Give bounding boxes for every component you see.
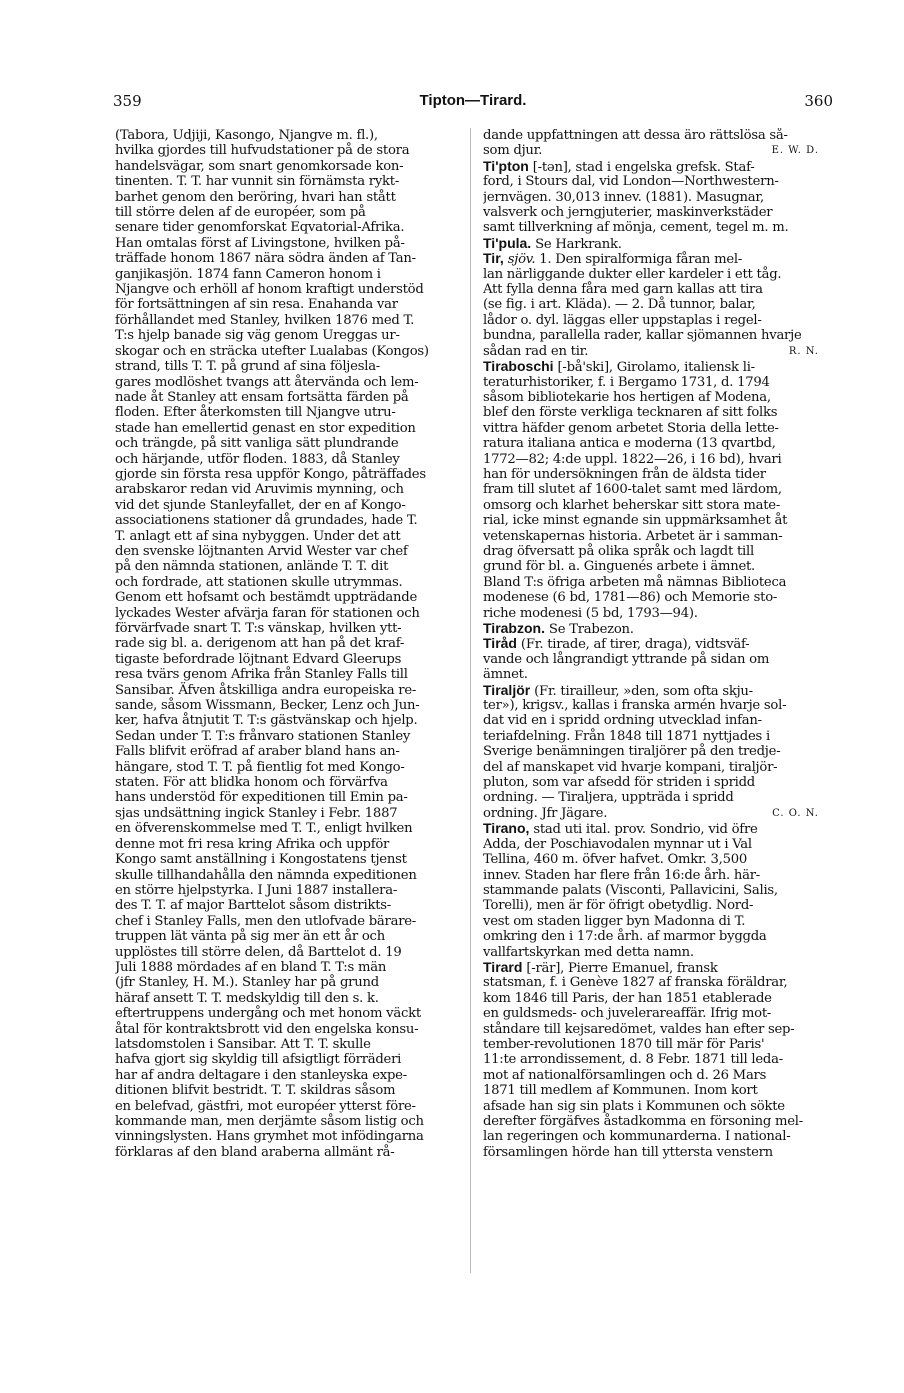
text-line xyxy=(483,760,833,775)
line-text: som djur. xyxy=(483,143,543,159)
text-line xyxy=(115,914,465,929)
line-text: 1. Den spiralformiga fåran mel- xyxy=(535,252,743,268)
line-text: T. anlagt ett af sina nybyggen. Under det att xyxy=(115,528,401,544)
text-line xyxy=(483,513,833,528)
text-line xyxy=(483,790,833,805)
text-line xyxy=(483,359,833,374)
text-line xyxy=(483,251,833,266)
left-column xyxy=(115,128,465,1160)
text-line xyxy=(115,452,465,467)
line-text: en större hjelpstyrka. I Juni 1887 installera- xyxy=(115,882,398,898)
text-line xyxy=(115,790,465,805)
line-text: hängare, stod T. T. på fientlig fot med Kongo- xyxy=(115,759,405,775)
text-line xyxy=(483,713,833,728)
line-text: Han omtalas först af Livingstone, hvilken på- xyxy=(115,235,405,251)
line-text: pluton, som var afsedd för striden i spridd xyxy=(483,775,755,791)
text-line xyxy=(483,1006,833,1021)
text-line xyxy=(115,1068,465,1083)
text-line xyxy=(115,652,465,667)
text-line xyxy=(483,220,833,235)
line-text: dat vid en i spridd ordning utvecklad infan- xyxy=(483,713,762,729)
line-text: vande och långrandigt yttrande på sidan om xyxy=(483,651,770,667)
text-line xyxy=(115,128,465,143)
text-line xyxy=(115,852,465,867)
text-line xyxy=(483,806,833,821)
line-text: truppen lät vänta på sig mer än ett år och xyxy=(115,929,385,945)
line-text: senare tider genomforskat Eqvatorial-Afrika. xyxy=(115,220,405,236)
text-line xyxy=(115,1006,465,1021)
line-text: Genom ett hofsamt och bestämdt uppträdande xyxy=(115,590,418,606)
line-text: samt tillverkning af mönja, cement, tegel m. m. xyxy=(483,220,789,236)
running-head: Tipton—Tirard. xyxy=(419,92,527,109)
text-line xyxy=(483,498,833,513)
text-line xyxy=(483,698,833,713)
line-text: statsman, f. i Genève 1827 af franska föräldrar, xyxy=(483,975,788,991)
line-text: stad uti ital. prov. Sondrio, vid öfre xyxy=(529,822,758,838)
line-text: såsom bibliotekarie hos hertigen af Modena, xyxy=(483,389,771,405)
line-text: bundna, parallella rader, kallar sjömannen hvarje xyxy=(483,328,802,344)
text-line xyxy=(483,1129,833,1144)
line-text: träffade honom 1867 nära södra änden af Tan- xyxy=(115,251,416,267)
text-line xyxy=(483,636,833,651)
line-text: vinningslysten. Hans grymhet mot infödingarna xyxy=(115,1129,424,1145)
text-line xyxy=(483,313,833,328)
text-line xyxy=(115,729,465,744)
line-text: [-rär], Pierre Emanuel, fransk xyxy=(522,960,718,976)
line-text: hans understöd för expeditionen till Emin pa- xyxy=(115,790,408,806)
column-divider xyxy=(470,128,471,1273)
line-text: Att fylla denna fåra med garn kallas att tira xyxy=(483,282,763,298)
text-line xyxy=(483,421,833,436)
entry-headword: Tiråd xyxy=(483,635,517,652)
page-number-right: 360 xyxy=(804,92,833,110)
page-number-left: 359 xyxy=(113,92,142,110)
author-signature: C. O. N. xyxy=(772,807,819,819)
line-text: Se Harkrank. xyxy=(531,236,622,252)
text-line xyxy=(483,929,833,944)
line-text: rial, icke minst egnande sin uppmärksamhet åt xyxy=(483,513,788,529)
line-text: jernvägen. 30,013 innev. (1881). Masugnar, xyxy=(483,189,764,205)
text-line xyxy=(483,975,833,990)
line-text: lan närliggande dukter eller kardeler i ett tåg. xyxy=(483,266,782,282)
line-text: ordning. Jfr Jägare. xyxy=(483,805,608,821)
line-text: riche modenesi (5 bd, 1793—94). xyxy=(483,605,698,621)
line-text: för fortsättningen af sin resa. Enahanda var xyxy=(115,297,398,313)
text-line xyxy=(115,174,465,189)
line-text: (se fig. i art. Kläda). — 2. Då tunnor, balar, xyxy=(483,297,756,313)
line-text: dande uppfattningen att dessa äro rättslösa så- xyxy=(483,128,788,143)
line-text: och trängde, på sitt vanliga sätt plundrande xyxy=(115,436,399,452)
line-text: Juli 1888 mördades af en bland T. T:s män xyxy=(115,959,387,975)
line-text: omkring den i 17:de årh. af marmor byggda xyxy=(483,929,767,945)
text-line xyxy=(483,960,833,975)
line-text: på den nämnda stationen, anlände T. T. dit xyxy=(115,559,389,575)
text-line xyxy=(483,590,833,605)
text-line xyxy=(115,544,465,559)
line-text: teriafdelning. Från 1848 till 1871 nyttjades i xyxy=(483,728,770,744)
line-text: tigaste befordrade löjtnant Edvard Gleerups xyxy=(115,651,402,667)
text-line xyxy=(115,375,465,390)
text-line xyxy=(115,590,465,605)
text-line xyxy=(115,868,465,883)
text-line xyxy=(115,1114,465,1129)
line-text: Kongo samt anställning i Kongostatens tjenst xyxy=(115,852,407,868)
entry-headword: Tiraljör xyxy=(483,681,531,698)
line-text: gjorde sin första resa uppför Kongo, påträffades xyxy=(115,466,426,482)
line-text: handelsvägar, som snart genomkorsade kon- xyxy=(115,158,404,174)
line-text: Torelli), men är för öfrigt obetydlig. Nord- xyxy=(483,898,754,914)
text-line xyxy=(483,405,833,420)
text-line xyxy=(483,1052,833,1067)
text-line xyxy=(115,606,465,621)
line-text: ker, hafva åtnjutit T. T:s gästvänskap och hjelp. xyxy=(115,713,418,729)
text-line xyxy=(115,1022,465,1037)
line-text: Tellina, 460 m. öfver hafvet. Omkr. 3,500 xyxy=(483,852,748,868)
text-line xyxy=(483,529,833,544)
text-line xyxy=(483,390,833,405)
text-line xyxy=(115,267,465,282)
line-text: ter»), krigsv., kallas i franska armén hvarje sol- xyxy=(483,698,787,714)
line-text: till större delen af de européer, som på xyxy=(115,205,366,221)
text-line xyxy=(483,1114,833,1129)
line-text: floden. Efter återkomsten till Njangve utru- xyxy=(115,405,396,421)
line-text: Bland T:s öfriga arbeten må nämnas Biblioteca xyxy=(483,574,787,590)
line-text: associationens stationer då grundades, hade T. xyxy=(115,513,418,529)
text-line xyxy=(483,205,833,220)
text-line xyxy=(115,236,465,251)
text-line xyxy=(115,313,465,328)
line-text: (jfr Stanley, H. M.). Stanley har på grund xyxy=(115,975,379,991)
text-line xyxy=(115,806,465,821)
text-line xyxy=(483,174,833,189)
line-text: [-bå'ski], Girolamo, italiensk li- xyxy=(553,360,755,376)
text-line xyxy=(483,945,833,960)
line-text: skogar och en sträcka utefter Lualabas (Kongos) xyxy=(115,343,429,359)
text-line xyxy=(115,436,465,451)
line-text: den svenske löjtnanten Arvid Wester var chef xyxy=(115,543,408,559)
line-text: skulle tillhandahålla den nämnda expeditionen xyxy=(115,867,417,883)
line-text: ford, i Stours dal, vid London—Northwestern- xyxy=(483,174,779,190)
text-line xyxy=(115,1145,465,1160)
text-line xyxy=(115,975,465,990)
text-line xyxy=(115,467,465,482)
text-line xyxy=(483,559,833,574)
line-text: Adda, der Poschiavodalen mynnar ut i Val xyxy=(483,836,752,852)
entry-headword: Tiraboschi xyxy=(483,358,554,375)
line-text: förvärfvade snart T. T:s vänskap, hvilken ytt- xyxy=(115,621,402,636)
entry-headword: Tirabzon. xyxy=(483,620,545,636)
text-line xyxy=(115,251,465,266)
text-line xyxy=(483,868,833,883)
line-text: ganjikasjön. 1874 fann Cameron honom i xyxy=(115,266,381,282)
line-text: omsorg och klarhet beherskar sitt stora mate- xyxy=(483,497,781,513)
text-line xyxy=(483,898,833,913)
line-text: en belefvad, gästfri, mot européer ytterst före- xyxy=(115,1098,416,1114)
text-line xyxy=(115,529,465,544)
line-text: Sverige benämningen tiraljörer på den tredje- xyxy=(483,744,781,760)
line-text: 1871 till medlem af Kommunen. Inom kort xyxy=(483,1083,758,1099)
text-line xyxy=(483,775,833,790)
text-line xyxy=(483,683,833,698)
entry-headword: Tirano, xyxy=(483,820,530,837)
text-line xyxy=(115,159,465,174)
line-text: del af manskapet vid hvarje kompani, tiraljör- xyxy=(483,759,778,775)
line-text: grund för bl. a. Ginguenés arbete i ämnet. xyxy=(483,559,755,575)
line-text: har af andra deltagare i den stanleyska expe- xyxy=(115,1067,407,1083)
line-text: barhet genom den beröring, hvari han stått xyxy=(115,189,396,205)
text-line xyxy=(115,1099,465,1114)
text-line xyxy=(115,405,465,420)
text-line xyxy=(115,220,465,235)
text-line xyxy=(483,744,833,759)
line-text: derefter förgäfves åstadkomma en försoning mel- xyxy=(483,1114,803,1129)
line-text: (Fr. tirade, af tirer, draga), vidtsväf- xyxy=(516,637,750,653)
text-line xyxy=(115,1129,465,1144)
line-text: lan regeringen och kommunarderna. I national- xyxy=(483,1129,791,1145)
text-line xyxy=(115,498,465,513)
line-text: des T. T. af major Barttelot såsom distrikts- xyxy=(115,898,391,914)
text-line xyxy=(483,190,833,205)
line-text: eftertruppens undergång och met honom väckt xyxy=(115,1006,421,1022)
text-line xyxy=(115,821,465,836)
line-text: sjas undsättning ingick Stanley i Febr. 1887 xyxy=(115,805,398,821)
text-line xyxy=(483,297,833,312)
text-line xyxy=(115,513,465,528)
text-line xyxy=(115,1052,465,1067)
line-text: vallfartskyrkan med detta namn. xyxy=(483,944,694,960)
text-line xyxy=(115,359,465,374)
line-text: förhållandet med Stanley, hvilken 1876 med T. xyxy=(115,312,415,328)
line-text: 11:te arrondissement, d. 8 Febr. 1871 till leda- xyxy=(483,1052,783,1068)
text-line xyxy=(115,143,465,158)
right-column xyxy=(483,128,833,1160)
text-line xyxy=(483,467,833,482)
text-line xyxy=(115,775,465,790)
line-text: sande, såsom Wissmann, Becker, Lenz och Jun- xyxy=(115,698,420,714)
line-text: sådan rad en tir. xyxy=(483,343,589,359)
text-line xyxy=(115,713,465,728)
text-line xyxy=(483,575,833,590)
line-text: ratura italiana antica e moderna (13 qvartbd, xyxy=(483,436,776,452)
line-text: 1772—82; 4:de uppl. 1822—26, i 16 bd), hvari xyxy=(483,451,782,467)
text-line xyxy=(115,929,465,944)
text-line xyxy=(115,1083,465,1098)
text-line xyxy=(115,1037,465,1052)
text-line xyxy=(483,375,833,390)
line-text: resa tvärs genom Afrika från Stanley Falls till xyxy=(115,667,408,683)
text-line xyxy=(115,960,465,975)
text-line xyxy=(483,267,833,282)
line-text: vetenskapernas historia. Arbetet är i samman- xyxy=(483,528,783,544)
line-text: stammande palats (Visconti, Pallavicini, Salis, xyxy=(483,882,778,898)
line-text: mot af nationalförsamlingen och d. 26 Mars xyxy=(483,1067,767,1083)
text-line xyxy=(483,143,833,158)
text-line xyxy=(483,1022,833,1037)
text-line xyxy=(483,1068,833,1083)
text-line xyxy=(483,128,833,143)
text-line xyxy=(483,1145,833,1160)
line-text: afsade han sig sin plats i Kommunen och sökte xyxy=(483,1098,785,1114)
line-text: ämnet. xyxy=(483,667,528,683)
line-text: lyckades Wester afvärja faran för stationen och xyxy=(115,605,420,621)
line-text: häraf ansett T. T. medskyldig till den s. k. xyxy=(115,990,379,1006)
text-line xyxy=(483,328,833,343)
text-line xyxy=(483,436,833,451)
text-line xyxy=(115,344,465,359)
line-text: en öfverenskommelse med T. T., enligt hvilken xyxy=(115,821,413,837)
line-text: blef den förste verkliga tecknaren af sitt folks xyxy=(483,405,778,421)
text-line xyxy=(115,991,465,1006)
line-text: fram till slutet af 1600-talet samt med lärdom, xyxy=(483,482,782,498)
text-line xyxy=(115,205,465,220)
text-line xyxy=(483,991,833,1006)
line-text: tinenten. T. T. har vunnit sin förnämsta rykt- xyxy=(115,174,400,190)
text-line xyxy=(483,852,833,867)
text-line xyxy=(483,729,833,744)
text-line xyxy=(483,1037,833,1052)
line-text: vittra häfder genom arbetet Storia della lette- xyxy=(483,420,779,436)
text-line xyxy=(483,159,833,174)
line-text: kommande man, men derjämte såsom listig och xyxy=(115,1114,424,1129)
text-line xyxy=(115,190,465,205)
line-text: [-tən], stad i engelska grefsk. Staf- xyxy=(528,159,755,175)
text-line xyxy=(115,898,465,913)
line-text: Njangve och erhöll af honom kraftigt understöd xyxy=(115,282,424,298)
line-text: innev. Staden har flere från 16:de årh. här- xyxy=(483,867,761,883)
line-text: valsverk och jerngjuterier, maskinverkstäder xyxy=(483,205,773,221)
text-line xyxy=(115,282,465,297)
line-text: nade åt Stanley att ensam fortsätta färden på xyxy=(115,389,409,405)
line-text: hafva gjort sig skyldig till afsigtligt förräderi xyxy=(115,1052,402,1068)
line-text: rade sig bl. a. derigenom att han på det kraf- xyxy=(115,636,405,652)
line-text: vid det sjunde Stanleyfallet, der en af Kongo- xyxy=(115,497,406,513)
line-text: församlingen hörde han till yttersta venstern xyxy=(483,1144,773,1160)
line-text: upplöstes till större delen, då Barttelot d. 19 xyxy=(115,944,402,960)
text-line xyxy=(483,282,833,297)
text-line xyxy=(115,421,465,436)
line-text: ordning. — Tiraljera, uppträda i spridd xyxy=(483,790,734,806)
line-text: hvilka gjordes till hufvudstationer på de stora xyxy=(115,143,410,159)
text-line xyxy=(483,606,833,621)
text-line xyxy=(483,667,833,682)
line-text: han för undersökningen från de äldsta tider xyxy=(483,466,766,482)
entry-headword: Ti'pula. xyxy=(483,234,532,251)
line-text: (Fr. tirailleur, »den, som ofta skju- xyxy=(530,683,753,699)
text-line xyxy=(115,760,465,775)
text-line xyxy=(483,452,833,467)
line-text: ståndare till kejsaredömet, valdes han efter sep- xyxy=(483,1021,795,1037)
line-text: chef i Stanley Falls, men den utlofvade bärare- xyxy=(115,913,417,929)
entry-headword: Tir, xyxy=(483,250,504,267)
line-text: T:s hjelp banade sig väg genom Ureggas ur- xyxy=(115,328,400,344)
text-line xyxy=(115,698,465,713)
text-line xyxy=(115,636,465,651)
text-line xyxy=(115,945,465,960)
text-line xyxy=(483,821,833,836)
entry-headword: Tirard xyxy=(483,958,523,975)
line-text: drag öfversatt på olika språk och lagdt till xyxy=(483,543,754,559)
line-text: ditionen blifvit bestridt. T. T. skildras såsom xyxy=(115,1083,396,1099)
text-line xyxy=(483,837,833,852)
line-text: arabskaror redan vid Aruvimis mynning, och xyxy=(115,482,404,498)
text-line xyxy=(115,482,465,497)
line-text: Falls blifvit eröfrad af araber bland hans an- xyxy=(115,744,400,760)
line-text: lådor o. dyl. läggas eller uppstaplas i regel- xyxy=(483,312,762,328)
text-line xyxy=(115,837,465,852)
line-text: förklaras af den bland araberna allmänt rå- xyxy=(115,1144,395,1160)
line-text: (Tabora, Udjiji, Kasongo, Njangve m. fl.), xyxy=(115,128,378,143)
line-text: gares modlöshet tvangs att återvända och lem- xyxy=(115,374,419,390)
text-line xyxy=(483,544,833,559)
line-text: tember-revolutionen 1870 till mär för Paris' xyxy=(483,1036,765,1052)
text-line xyxy=(115,667,465,682)
text-line xyxy=(115,390,465,405)
line-text: strand, tills T. T. på grund af sina följesla- xyxy=(115,359,381,375)
text-line xyxy=(483,236,833,251)
line-text: latsdomstolen i Sansibar. Att T. T. skulle xyxy=(115,1036,371,1052)
text-line xyxy=(483,883,833,898)
text-line xyxy=(115,683,465,698)
text-line xyxy=(483,652,833,667)
line-text: åtal för kontraktsbrott vid den engelska konsu- xyxy=(115,1021,419,1037)
line-text: Se Trabezon. xyxy=(544,622,634,637)
text-line xyxy=(115,744,465,759)
line-text: modenese (6 bd, 1781—86) och Memorie sto- xyxy=(483,590,778,606)
author-signature: R. N. xyxy=(788,345,819,357)
text-line xyxy=(115,328,465,343)
text-line xyxy=(483,914,833,929)
line-text: teraturhistoriker, f. i Bergamo 1731, d. 1794 xyxy=(483,374,770,390)
text-line xyxy=(115,575,465,590)
line-text: kom 1846 till Paris, der han 1851 etablerade xyxy=(483,990,772,1006)
line-text: och fordrade, att stationen skulle utrymmas. xyxy=(115,574,403,590)
line-text: staten. För att blidka honom och förvärfva xyxy=(115,775,388,791)
line-text: Sedan under T. T:s frånvaro stationen Stanley xyxy=(115,728,411,744)
text-line xyxy=(483,1083,833,1098)
text-line xyxy=(483,621,833,636)
line-text: stade han emellertid genast en stor expedition xyxy=(115,420,416,436)
text-line xyxy=(115,883,465,898)
text-line xyxy=(115,621,465,636)
text-line xyxy=(115,559,465,574)
text-line xyxy=(483,482,833,497)
line-text: vest om staden ligger byn Madonna di T. xyxy=(483,913,746,929)
line-text: en guldsmeds- och juvelerareaffär. Ifrig mot- xyxy=(483,1006,772,1022)
line-text: denne mot fri resa kring Afrika och uppför xyxy=(115,836,390,852)
author-signature: E. W. D. xyxy=(771,145,819,157)
entry-field-label: sjöv. xyxy=(503,252,536,268)
entry-headword: Ti'pton xyxy=(483,157,529,174)
text-line xyxy=(115,297,465,312)
text-line xyxy=(483,344,833,359)
text-line xyxy=(483,1099,833,1114)
line-text: och härjande, utför floden. 1883, då Stanley xyxy=(115,451,400,467)
page-header xyxy=(113,92,833,116)
line-text: Sansibar. Äfven åtskilliga andra europeiska re- xyxy=(115,682,417,698)
